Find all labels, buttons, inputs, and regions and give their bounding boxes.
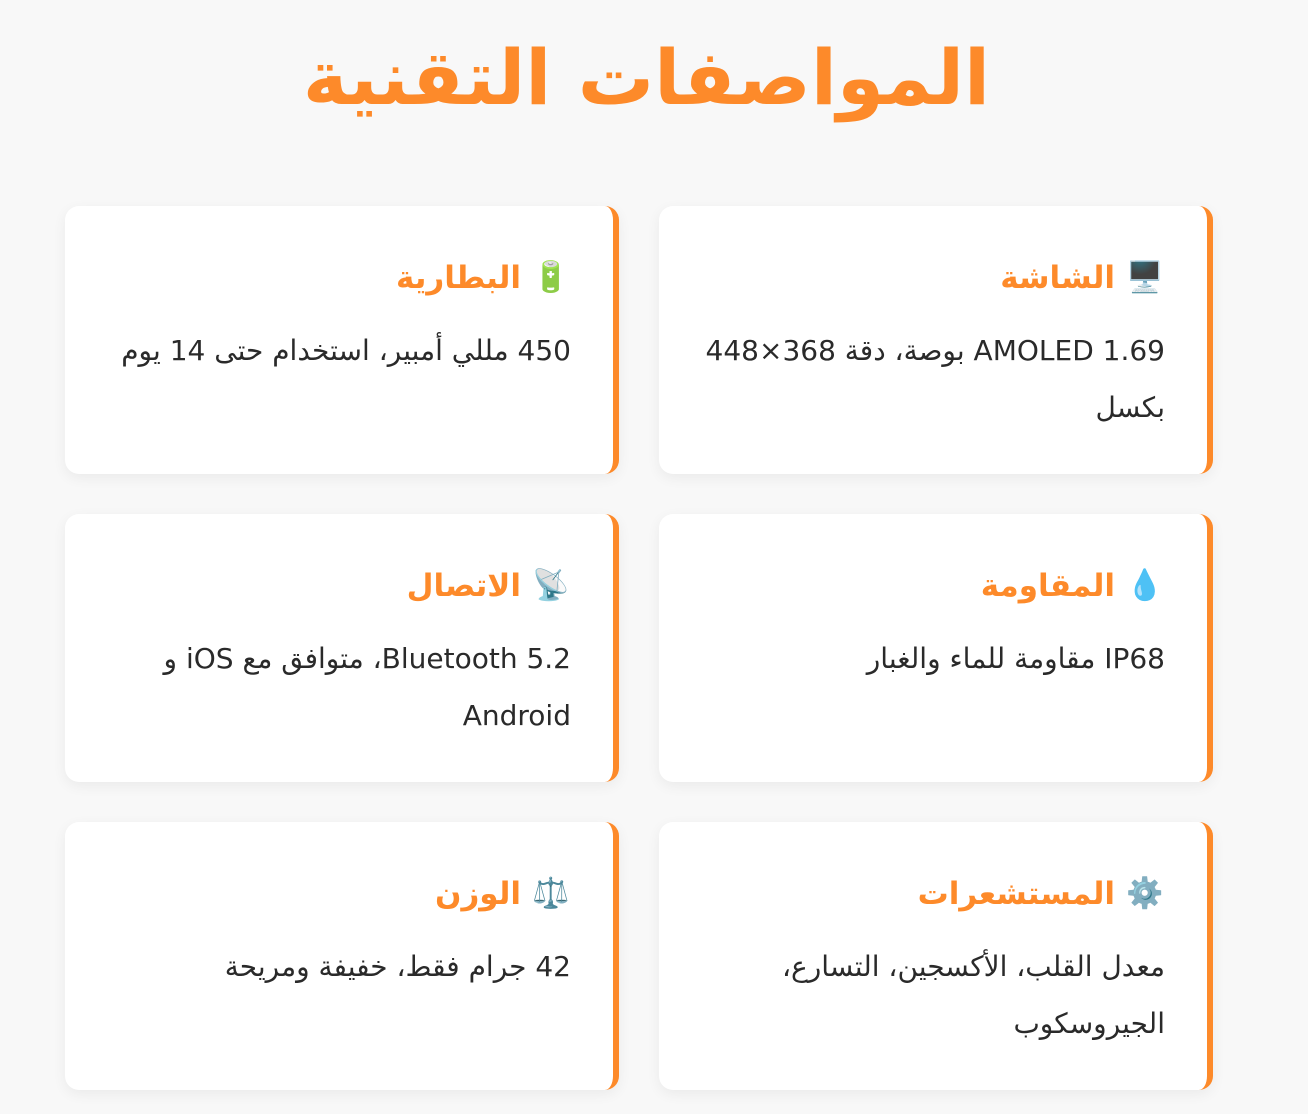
gear-icon: ⚙️ [1126,876,1164,911]
specs-grid [65,206,1213,1090]
spec-card-display [659,206,1213,474]
spec-card-sensors [659,822,1213,1090]
spec-description: 42 جرام فقط، خفيفة ومريحة [224,950,571,983]
spec-title: الاتصال [406,568,521,604]
spec-card-connectivity [65,514,619,782]
spec-description: AMOLED 1.69 بوصة، دقة 368×448 بكسل [705,334,1165,424]
water-drop-icon: 💧 [1126,568,1164,603]
spec-card-battery [65,206,619,474]
spec-description: 450 مللي أمبير، استخدام حتى 14 يوم [121,334,571,367]
spec-title: البطارية [395,260,521,296]
spec-description: Bluetooth 5.2، متوافق مع iOS و Android [163,642,571,732]
scale-icon: ⚖️ [532,876,570,911]
spec-description: IP68 مقاومة للماء والغبار [866,642,1165,675]
satellite-dish-icon: 📡 [532,568,570,603]
spec-title: المقاومة [980,568,1115,604]
monitor-icon: 🖥️ [1126,260,1164,295]
page-title: المواصفات التقنية [302,33,991,122]
battery-icon: 🔋 [532,260,570,295]
spec-card-weight [65,822,619,1090]
spec-title: الشاشة [1000,260,1115,296]
spec-description: معدل القلب، الأكسجين، التسارع، الجيروسكوب [782,950,1165,1040]
spec-title: الوزن [434,876,521,912]
spec-title: المستشعرات [917,876,1115,912]
spec-card-resistance [659,514,1213,782]
